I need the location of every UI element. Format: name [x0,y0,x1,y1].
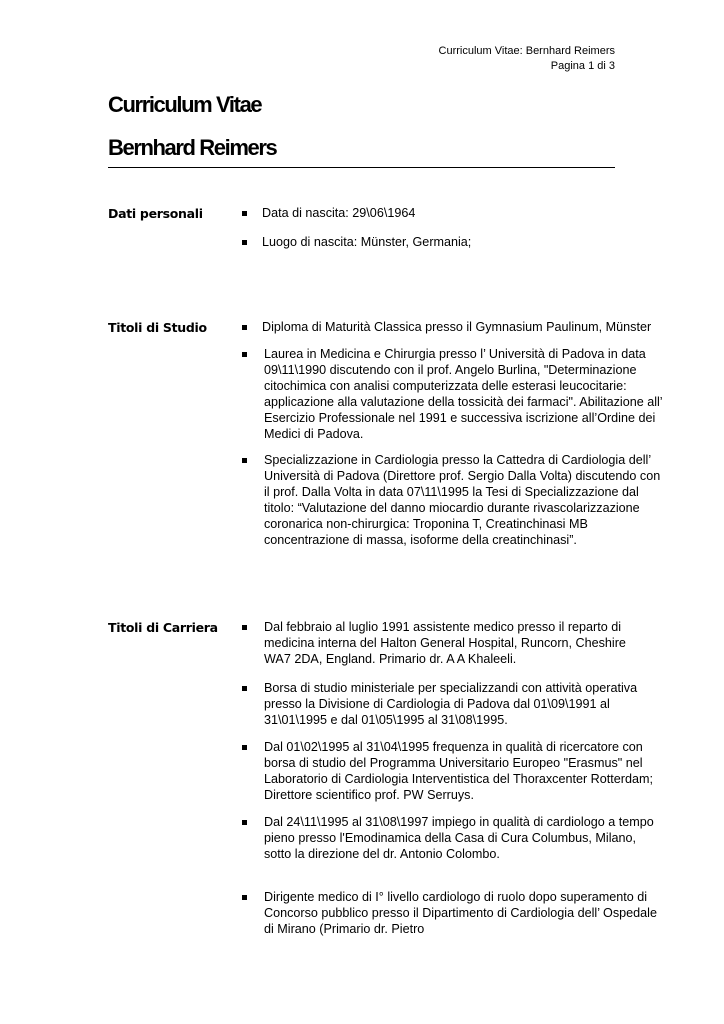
bullet-icon [242,458,247,463]
list-item: Borsa di studio ministeriale per specializzandi con attività operativa presso la Divisione di Cardiologia di Padova dal 01\09\1991 al 31\01\1995 e dal 01\05\1995 al 31\08\1995. [264,681,638,727]
bullet-icon [242,240,247,245]
header-page-number: Pagina 1 di 3 [550,60,615,72]
list-item: Dirigente medico di I° livello cardiologo di ruolo dopo superamento di Concorso pubblico presso il Dipartimento di Cardiologia dell’ Ospedale di Mirano (Primario dr. Pietro [264,890,657,936]
bullet-icon [242,745,247,750]
header-document-title: Curriculum Vitae: Bernhard Reimers [438,45,615,57]
list-item: Laurea in Medicina e Chirurgia presso l’ Università di Padova in data 09\11\1990 discutendo con il prof. Angelo Burlina, "Determinazione citochimica con analisi computerizzata delle esterasi leucocitarie: applicazione alla valutazione della tossicità dei farmaci". Abilitazione all’ Esercizio Professionale nel 1991 e successiva iscrizione all’Ordine dei Medici di Padova. [264,347,663,441]
list-item: Data di nascita: 29\06\1964 [262,206,416,220]
list-item: Dal febbraio al luglio 1991 assistente medico presso il reparto di medicina interna del Halton General Hospital, Runcorn, Cheshire WA7 2DA, England. Primario dr. A A Khaleeli. [264,620,626,666]
section-label-studies: Titoli di Studio [108,320,207,335]
list-item: Luogo di nascita: Münster, Germania; [262,235,472,249]
bullet-icon [242,352,247,357]
bullet-icon [242,820,247,825]
person-name: Bernhard Reimers [108,135,277,160]
section-label-personal: Dati personali [108,206,203,221]
bullet-icon [242,325,247,330]
list-item: Diploma di Maturità Classica presso il Gymnasium Paulinum, Münster [262,320,652,334]
list-item: Specializzazione in Cardiologia presso la Cattedra di Cardiologia dell’ Università di Padova (Direttore prof. Sergio Dalla Volta) discutendo con il prof. Dalla Volta in data 07\11\1995 la Tesi di Specializzazione dal titolo: “Valutazione del danno miocardio durante rivascolarizzazione coronarica non-chirurgica: Troponina T, Creatinchinasi MB concentrazione di massa, isoforme della creatinchinasi”. [264,453,661,547]
page-header [439,44,615,74]
list-item: Dal 24\11\1995 al 31\08\1997 impiego in qualità di cardiologo a tempo pieno presso l'Emodinamica della Casa di Cura Columbus, Milano, sotto la direzione del dr. Antonio Colombo. [264,815,654,861]
bullet-icon [242,686,247,691]
bullet-icon [242,211,247,216]
document-title: Curriculum Vitae [108,92,262,117]
title-divider [108,167,615,168]
section-label-career: Titoli di Carriera [108,620,218,635]
bullet-icon [242,625,247,630]
list-item: Dal 01\02\1995 al 31\04\1995 frequenza in qualità di ricercatore con borsa di studio del Programma Universitario Europeo "Erasmus" nel Laboratorio di Cardiologia Interventistica del Thoraxcenter Rotterdam; Direttore scientifico prof. PW Serruys. [264,740,653,802]
bullet-icon [242,895,247,900]
